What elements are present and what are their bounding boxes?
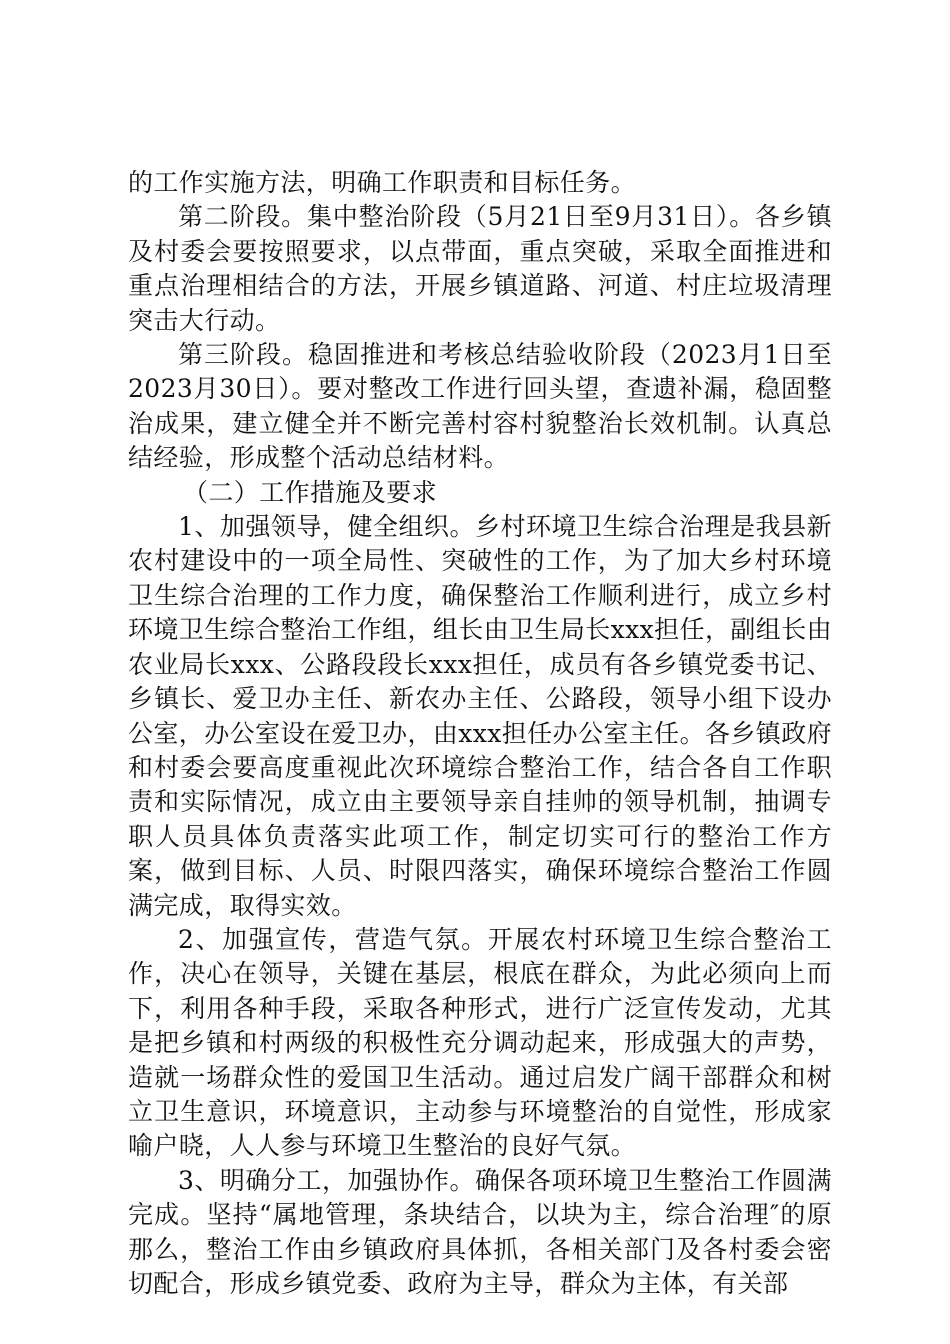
paragraph-measure-1: 1、加强领导，健全组织。乡村环境卫生综合治理是我县新农村建设中的一项全局性、突破性的工作，为了加大乡村环境卫生综合治理的工作力度，确保整治工作顺利进行，成立乡村环境卫生综合整治工作组，组长由卫生局长xxx担任，副组长由农业局长xxx、公路段段长xxx担任，成员有各乡镇党委书记、乡镇长、爱卫办主任、新农办主任、公路段，领导小组下设办公室，办公室设在爱卫办，由xxx担任办公室主任。各乡镇政府和村委会要高度重视此次环境综合整治工作，结合各自工作职责和实际情况，成立由主要领导亲自挂帅的领导机制，抽调专职人员具体负责落实此项工作，制定切实可行的整治工作方案，做到目标、人员、时限四落实，确保环境综合整治工作圆满完成，取得实效。	[128, 512, 832, 920]
paragraph-stage-three: 第三阶段。稳固推进和考核总结验收阶段（2023月1日至2023月30日）。要对整改工作进行回头望，查遗补漏，稳固整治成果，建立健全并不断完善村容村貌整治长效机制。认真总结经验，形成整个活动总结材料。	[128, 340, 832, 473]
paragraph-continuation: 的工作实施方法，明确工作职责和目标任务。	[128, 168, 637, 197]
paragraph-measure-2: 2、加强宣传，营造气氛。开展农村环境卫生综合整治工作，决心在领导，关键在基层，根底在群众，为此必须向上而下，利用各种手段，采取各种形式，进行广泛宣传发动，尤其是把乡镇和村两级的积极性充分调动起来，形成强大的声势，造就一场群众性的爱国卫生活动。通过启发广阔干部群众和树立卫生意识，环境意识，主动参与环境整治的自觉性，形成家喻户晓，人人参与环境卫生整治的良好气氛。	[128, 924, 832, 1161]
document-body	[128, 166, 832, 1301]
paragraph-measure-3: 3、明确分工，加强协作。确保各项环境卫生整治工作圆满完成。坚持“属地管理，条块结合，以块为主，综合治理″的原那么，整治工作由乡镇政府具体抓，各相关部门及各村委会密切配合，形成乡镇党委、政府为主导，群众为主体，有关部	[128, 1165, 832, 1298]
paragraph-stage-two: 第二阶段。集中整治阶段（5月21日至9月31日）。各乡镇及村委会要按照要求，以点带面，重点突破，采取全面推进和重点治理相结合的方法，开展乡镇道路、河道、村庄垃圾清理突击大行动。	[128, 202, 832, 335]
section-heading-measures: （二）工作措施及要求	[183, 477, 438, 507]
